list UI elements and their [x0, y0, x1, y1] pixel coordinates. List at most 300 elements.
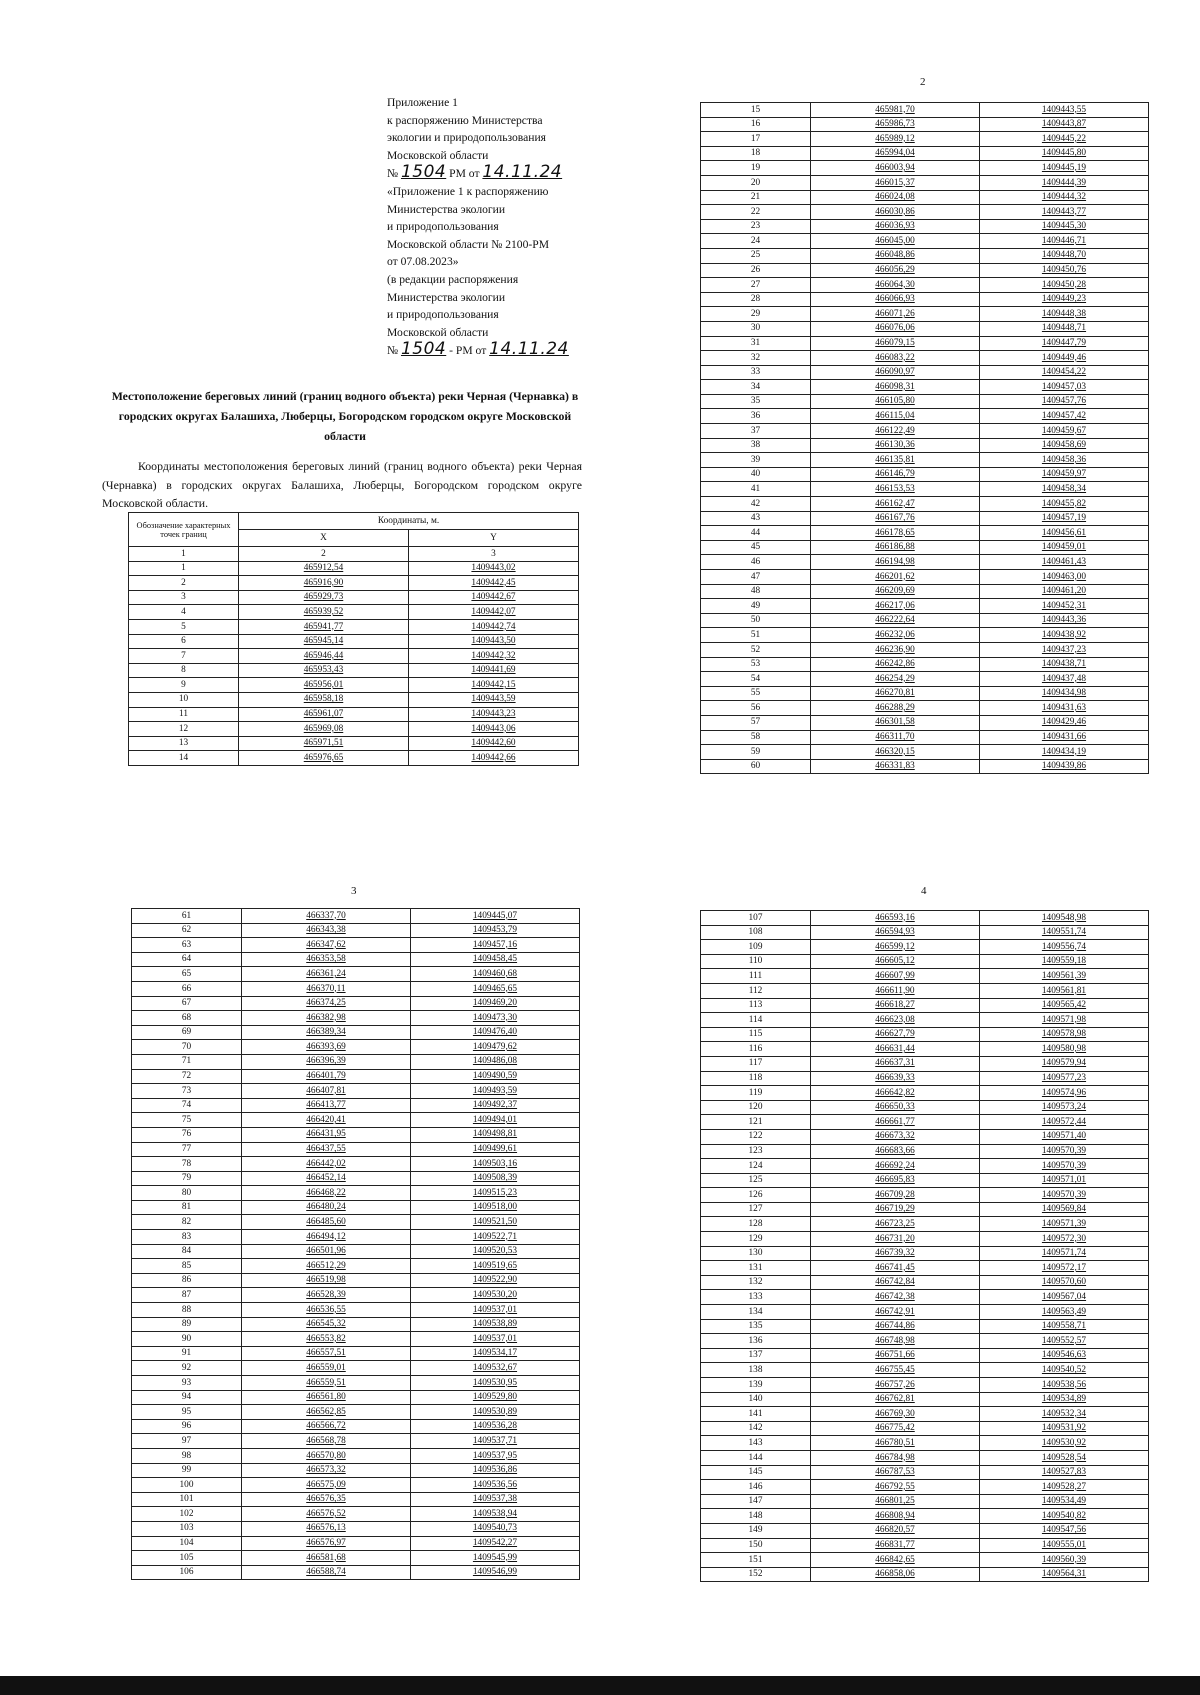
table-row: [701, 1129, 1149, 1144]
table-row: [132, 996, 580, 1011]
point-number: 13: [129, 736, 239, 751]
x-coordinate: 466650,33: [811, 1100, 980, 1115]
point-number: 151: [701, 1553, 811, 1568]
x-coordinate: 466742,91: [811, 1305, 980, 1320]
table-row: [129, 634, 579, 649]
x-coordinate: 465929,73: [239, 590, 409, 605]
table-row: [701, 307, 1149, 322]
table-row: [701, 940, 1149, 955]
x-coordinate: 466593,16: [811, 911, 980, 926]
table-row: [132, 1244, 580, 1259]
point-number: 35: [701, 394, 811, 409]
x-coordinate: 466452,14: [242, 1171, 411, 1186]
y-coordinate: 1409449,46: [980, 351, 1149, 366]
table-row: [701, 132, 1149, 147]
x-coordinate: 466374,25: [242, 996, 411, 1011]
point-number: 62: [132, 923, 242, 938]
table-row: [701, 686, 1149, 701]
table-row: [132, 1098, 580, 1113]
x-coordinate: 466071,26: [811, 307, 980, 322]
point-number: 23: [701, 219, 811, 234]
y-coordinate: 1409494,01: [411, 1113, 580, 1128]
point-number: 120: [701, 1100, 811, 1115]
point-number: 97: [132, 1434, 242, 1449]
table-row: [701, 205, 1149, 220]
x-coordinate: 466576,52: [242, 1507, 411, 1522]
x-coordinate: 465953,43: [239, 663, 409, 678]
table-row: [701, 1363, 1149, 1378]
table-row: [132, 1157, 580, 1172]
intro-paragraph: Координаты местоположения береговых линий (границ водного объекта) реки Черная (Чернавка) в городских округах Балашиха, Люберцы, Богородском городском округе Московской области.: [102, 459, 582, 510]
y-coordinate: 1409528,54: [980, 1450, 1149, 1465]
point-number: 16: [701, 117, 811, 132]
point-number: 127: [701, 1202, 811, 1217]
table-row: [701, 540, 1149, 555]
x-coordinate: 465958,18: [239, 692, 409, 707]
point-number: 11: [129, 707, 239, 722]
table-row: [701, 336, 1149, 351]
y-coordinate: 1409442,66: [409, 751, 579, 766]
x-coordinate: 466030,86: [811, 205, 980, 220]
point-number: 100: [132, 1478, 242, 1493]
x-coordinate: 466162,47: [811, 497, 980, 512]
table-row: [132, 1259, 580, 1274]
x-coordinate: 466605,12: [811, 954, 980, 969]
x-coordinate: 466401,79: [242, 1069, 411, 1084]
x-coordinate: 466494,12: [242, 1230, 411, 1245]
point-number: 148: [701, 1509, 811, 1524]
y-coordinate: 1409443,02: [409, 561, 579, 576]
y-coordinate: 1409493,59: [411, 1084, 580, 1099]
y-coordinate: 1409520,53: [411, 1244, 580, 1259]
y-coordinate: 1409538,89: [411, 1317, 580, 1332]
point-number: 137: [701, 1348, 811, 1363]
point-number: 105: [132, 1551, 242, 1566]
x-coordinate: 466209,69: [811, 584, 980, 599]
y-coordinate: 1409561,39: [980, 969, 1149, 984]
point-number: 128: [701, 1217, 811, 1232]
x-coordinate: 466588,74: [242, 1565, 411, 1580]
col-number: 1: [129, 547, 239, 562]
table-row: [701, 1290, 1149, 1305]
table-row: [701, 745, 1149, 760]
table-row: [701, 438, 1149, 453]
x-coordinate: 466301,58: [811, 715, 980, 730]
point-number: 150: [701, 1538, 811, 1553]
x-coordinate: 466186,88: [811, 540, 980, 555]
y-coordinate: 1409442,15: [409, 678, 579, 693]
x-coordinate: 466064,30: [811, 278, 980, 293]
table-row: [701, 351, 1149, 366]
y-coordinate: 1409445,07: [411, 909, 580, 924]
x-coordinate: 466528,39: [242, 1288, 411, 1303]
x-coordinate: 466692,24: [811, 1159, 980, 1174]
x-coordinate: 465994,04: [811, 146, 980, 161]
x-coordinate: 466105,80: [811, 394, 980, 409]
table-row: [701, 925, 1149, 940]
point-number: 45: [701, 540, 811, 555]
point-number: 90: [132, 1332, 242, 1347]
y-coordinate: 1409452,31: [980, 599, 1149, 614]
table-row: [701, 1056, 1149, 1071]
x-coordinate: 465976,65: [239, 751, 409, 766]
table-row: [701, 1553, 1149, 1568]
x-coordinate: 466331,83: [811, 759, 980, 774]
point-number: 36: [701, 409, 811, 424]
point-number: 53: [701, 657, 811, 672]
y-coordinate: 1409442,60: [409, 736, 579, 751]
y-coordinate: 1409542,27: [411, 1536, 580, 1551]
point-number: 118: [701, 1071, 811, 1086]
table-row: [701, 1188, 1149, 1203]
table-row: [132, 1536, 580, 1551]
table-row: [701, 1436, 1149, 1451]
y-coordinate: 1409455,82: [980, 497, 1149, 512]
y-coordinate: 1409572,17: [980, 1261, 1149, 1276]
y-coordinate: 1409442,74: [409, 619, 579, 634]
point-number: 55: [701, 686, 811, 701]
x-coordinate: 466723,25: [811, 1217, 980, 1232]
y-coordinate: 1409469,20: [411, 996, 580, 1011]
x-coordinate: 466607,99: [811, 969, 980, 984]
y-coordinate: 1409551,74: [980, 925, 1149, 940]
point-number: 80: [132, 1186, 242, 1201]
point-number: 28: [701, 292, 811, 307]
x-coordinate: 465956,01: [239, 678, 409, 693]
table-row: [129, 751, 579, 766]
point-number: 68: [132, 1011, 242, 1026]
col-number: 2: [239, 547, 409, 562]
table-row: [701, 526, 1149, 541]
point-number: 140: [701, 1392, 811, 1407]
y-coordinate: 1409458,36: [980, 453, 1149, 468]
x-coordinate: 466792,55: [811, 1480, 980, 1495]
point-number: 135: [701, 1319, 811, 1334]
table-row: [701, 701, 1149, 716]
y-coordinate: 1409499,61: [411, 1142, 580, 1157]
y-coordinate: 1409578,98: [980, 1027, 1149, 1042]
y-coordinate: 1409571,39: [980, 1217, 1149, 1232]
point-number: 46: [701, 555, 811, 570]
x-coordinate: 466808,94: [811, 1509, 980, 1524]
table-row: [129, 692, 579, 707]
x-coordinate: 466744,86: [811, 1319, 980, 1334]
point-number: 58: [701, 730, 811, 745]
y-coordinate: 1409546,99: [411, 1565, 580, 1580]
x-coordinate: 466557,51: [242, 1346, 411, 1361]
x-coordinate: 466739,32: [811, 1246, 980, 1261]
table-row: [701, 117, 1149, 132]
x-coordinate: 466066,93: [811, 292, 980, 307]
table-row: [701, 321, 1149, 336]
point-number: 34: [701, 380, 811, 395]
table-row: [701, 599, 1149, 614]
table-row: [132, 923, 580, 938]
x-coordinate: 465912,54: [239, 561, 409, 576]
appendix-line: к распоряжению Министерства: [387, 113, 543, 127]
table-row: [701, 161, 1149, 176]
x-coordinate: 466413,77: [242, 1098, 411, 1113]
table-row: [701, 1509, 1149, 1524]
table-row: [132, 1463, 580, 1478]
point-number: 5: [129, 619, 239, 634]
x-coordinate: 466045,00: [811, 234, 980, 249]
table-row: [701, 1378, 1149, 1393]
table-row: [132, 1069, 580, 1084]
table-row: [129, 663, 579, 678]
appendix-line: от 07.08.2023»: [387, 255, 459, 269]
x-coordinate: 466661,77: [811, 1115, 980, 1130]
x-coordinate: 466673,32: [811, 1129, 980, 1144]
y-coordinate: 1409503,16: [411, 1157, 580, 1172]
y-coordinate: 1409431,66: [980, 730, 1149, 745]
col-coords-header: Координаты, м.: [239, 513, 579, 530]
point-number: 96: [132, 1419, 242, 1434]
col-point-header: Обозначение характерных точек границ: [129, 513, 239, 547]
table-row: [701, 1013, 1149, 1028]
y-coordinate: 1409457,19: [980, 511, 1149, 526]
point-number: 113: [701, 998, 811, 1013]
point-number: 31: [701, 336, 811, 351]
table-row: [129, 576, 579, 591]
table-row: [701, 1261, 1149, 1276]
y-coordinate: 1409538,56: [980, 1378, 1149, 1393]
handwritten-date: 14.11.24: [482, 162, 563, 183]
x-coordinate: 466048,86: [811, 248, 980, 263]
point-number: 41: [701, 482, 811, 497]
table-row: [132, 1405, 580, 1420]
y-coordinate: 1409571,01: [980, 1173, 1149, 1188]
appendix-line: и природопользования: [387, 308, 499, 322]
table-row: [701, 175, 1149, 190]
x-coordinate: 466389,34: [242, 1025, 411, 1040]
table-row: [701, 1232, 1149, 1247]
point-number: 92: [132, 1361, 242, 1376]
point-number: 89: [132, 1317, 242, 1332]
x-coordinate: 466731,20: [811, 1232, 980, 1247]
point-number: 106: [132, 1565, 242, 1580]
y-coordinate: 1409577,23: [980, 1071, 1149, 1086]
x-coordinate: 466036,93: [811, 219, 980, 234]
x-coordinate: 466222,64: [811, 613, 980, 628]
handwritten-date: 14.11.24: [489, 339, 569, 360]
y-coordinate: 1409570,39: [980, 1144, 1149, 1159]
table-row: [701, 380, 1149, 395]
y-coordinate: 1409498,81: [411, 1127, 580, 1142]
x-coordinate: 466623,08: [811, 1013, 980, 1028]
x-coordinate: 466270,81: [811, 686, 980, 701]
point-number: 104: [132, 1536, 242, 1551]
table-row: [701, 497, 1149, 512]
table-row: [701, 657, 1149, 672]
x-coordinate: 466568,78: [242, 1434, 411, 1449]
point-number: 136: [701, 1334, 811, 1349]
coordinates-table-p1: [128, 512, 579, 766]
x-coordinate: 466130,36: [811, 438, 980, 453]
point-number: 141: [701, 1407, 811, 1422]
x-coordinate: 466217,06: [811, 599, 980, 614]
table-row: [129, 736, 579, 751]
x-coordinate: 466236,90: [811, 642, 980, 657]
table-row: [701, 969, 1149, 984]
table-row: [701, 1173, 1149, 1188]
y-coordinate: 1409457,42: [980, 409, 1149, 424]
y-coordinate: 1409572,30: [980, 1232, 1149, 1247]
x-coordinate: 466576,13: [242, 1521, 411, 1536]
x-coordinate: 466337,70: [242, 909, 411, 924]
y-coordinate: 1409473,30: [411, 1011, 580, 1026]
x-coordinate: 466775,42: [811, 1421, 980, 1436]
y-coordinate: 1409454,22: [980, 365, 1149, 380]
point-number: 143: [701, 1436, 811, 1451]
point-number: 121: [701, 1115, 811, 1130]
y-coordinate: 1409429,46: [980, 715, 1149, 730]
x-coordinate: 466639,33: [811, 1071, 980, 1086]
table-row: [701, 672, 1149, 687]
point-number: 75: [132, 1113, 242, 1128]
point-number: 124: [701, 1159, 811, 1174]
table-row: [132, 1200, 580, 1215]
point-number: 7: [129, 649, 239, 664]
table-row: [701, 263, 1149, 278]
point-number: 138: [701, 1363, 811, 1378]
x-coordinate: 466370,11: [242, 981, 411, 996]
table-row: [132, 1434, 580, 1449]
point-number: 15: [701, 103, 811, 118]
x-coordinate: 466801,25: [811, 1494, 980, 1509]
point-number: 1: [129, 561, 239, 576]
appendix-line: Министерства экологии: [387, 202, 506, 216]
x-coordinate: 466742,38: [811, 1290, 980, 1305]
table-row: [701, 234, 1149, 249]
x-coordinate: 466599,12: [811, 940, 980, 955]
x-coordinate: 466576,97: [242, 1536, 411, 1551]
x-coordinate: 466512,29: [242, 1259, 411, 1274]
table-row: [701, 759, 1149, 774]
x-coordinate: 466637,31: [811, 1056, 980, 1071]
x-coordinate: 466361,24: [242, 967, 411, 982]
point-number: 2: [129, 576, 239, 591]
order-number-line: [387, 341, 587, 360]
point-number: 102: [132, 1507, 242, 1522]
point-number: 24: [701, 234, 811, 249]
table-row: [132, 1113, 580, 1128]
y-coordinate: 1409443,59: [409, 692, 579, 707]
table-row: [701, 219, 1149, 234]
point-number: 50: [701, 613, 811, 628]
table-row: [701, 467, 1149, 482]
y-coordinate: 1409545,99: [411, 1551, 580, 1566]
x-coordinate: 466519,98: [242, 1273, 411, 1288]
point-number: 144: [701, 1450, 811, 1465]
point-number: 123: [701, 1144, 811, 1159]
x-coordinate: 466320,15: [811, 745, 980, 760]
table-row: [129, 678, 579, 693]
x-coordinate: 466683,66: [811, 1144, 980, 1159]
x-coordinate: 466480,24: [242, 1200, 411, 1215]
y-coordinate: 1409445,80: [980, 146, 1149, 161]
x-coordinate: 466485,60: [242, 1215, 411, 1230]
point-number: 21: [701, 190, 811, 205]
point-number: 69: [132, 1025, 242, 1040]
y-coordinate: 1409532,34: [980, 1407, 1149, 1422]
page-number: 3: [351, 885, 357, 897]
table-row: [701, 1217, 1149, 1232]
point-number: 63: [132, 938, 242, 953]
x-coordinate: 466757,26: [811, 1378, 980, 1393]
y-coordinate: 1409461,43: [980, 555, 1149, 570]
y-coordinate: 1409537,01: [411, 1332, 580, 1347]
y-coordinate: 1409445,30: [980, 219, 1149, 234]
point-number: 134: [701, 1305, 811, 1320]
x-coordinate: 466769,30: [811, 1407, 980, 1422]
point-number: 61: [132, 909, 242, 924]
y-coordinate: 1409458,34: [980, 482, 1149, 497]
table-row: [132, 1332, 580, 1347]
number-mid: РМ от: [449, 167, 480, 181]
y-coordinate: 1409457,03: [980, 380, 1149, 395]
x-coordinate: 466695,83: [811, 1173, 980, 1188]
table-row: [129, 619, 579, 634]
point-number: 126: [701, 1188, 811, 1203]
point-number: 98: [132, 1448, 242, 1463]
table-row: [132, 1492, 580, 1507]
table-row: [132, 1288, 580, 1303]
table-row: [132, 1390, 580, 1405]
y-coordinate: 1409567,04: [980, 1290, 1149, 1305]
point-number: 14: [129, 751, 239, 766]
y-coordinate: 1409570,60: [980, 1275, 1149, 1290]
y-coordinate: 1409527,83: [980, 1465, 1149, 1480]
order-number-line: [387, 164, 587, 183]
y-coordinate: 1409476,40: [411, 1025, 580, 1040]
y-coordinate: 1409460,68: [411, 967, 580, 982]
x-coordinate: 465971,51: [239, 736, 409, 751]
y-coordinate: 1409522,90: [411, 1273, 580, 1288]
table-row: [129, 707, 579, 722]
y-coordinate: 1409457,16: [411, 938, 580, 953]
table-row: [701, 1523, 1149, 1538]
table-row: [701, 1027, 1149, 1042]
point-number: 8: [129, 663, 239, 678]
table-row: [701, 983, 1149, 998]
y-coordinate: 1409449,23: [980, 292, 1149, 307]
point-number: 72: [132, 1069, 242, 1084]
scan-border: [0, 1676, 1200, 1695]
appendix-line: «Приложение 1 к распоряжению: [387, 184, 549, 198]
x-coordinate: 465981,70: [811, 103, 980, 118]
handwritten-number: 1504: [400, 162, 447, 183]
x-coordinate: 466056,29: [811, 263, 980, 278]
x-coordinate: 466242,86: [811, 657, 980, 672]
x-coordinate: 466576,35: [242, 1492, 411, 1507]
table-row: [701, 248, 1149, 263]
point-number: 91: [132, 1346, 242, 1361]
point-number: 114: [701, 1013, 811, 1028]
point-number: 84: [132, 1244, 242, 1259]
x-coordinate: 466232,06: [811, 628, 980, 643]
x-coordinate: 465946,44: [239, 649, 409, 664]
x-coordinate: 466468,22: [242, 1186, 411, 1201]
y-coordinate: 1409444,32: [980, 190, 1149, 205]
x-coordinate: 466536,55: [242, 1303, 411, 1318]
y-coordinate: 1409540,82: [980, 1509, 1149, 1524]
table-row: [701, 613, 1149, 628]
x-coordinate: 466831,77: [811, 1538, 980, 1553]
y-coordinate: 1409453,79: [411, 923, 580, 938]
x-coordinate: 466382,98: [242, 1011, 411, 1026]
y-coordinate: 1409459,01: [980, 540, 1149, 555]
